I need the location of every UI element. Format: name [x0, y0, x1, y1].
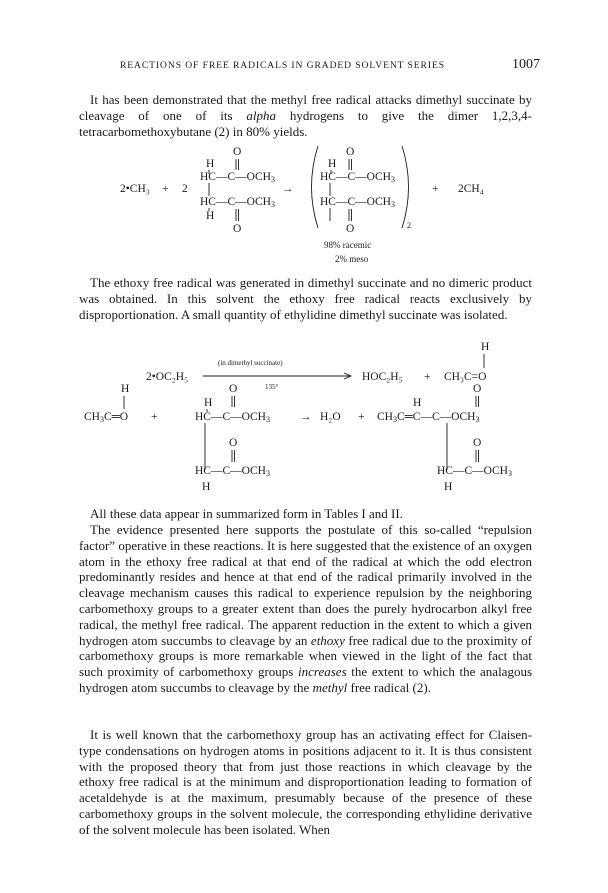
plus-sign: + — [151, 411, 158, 423]
svg-text:HC—C—OCH3: HC—C—OCH3 — [200, 196, 275, 209]
paragraph-methyl-radical: It has been demonstrated that the methyl free radical attacks dimethyl succinate by cleavage of one of its alpha hydrogens to give the dimer 1,2,3,4-tetracarbomethoxybutane (2) in 80% yields. — [79, 92, 532, 139]
water-product: H₂O — [320, 411, 341, 423]
svg-text:H: H — [444, 481, 453, 493]
svg-text:H: H — [206, 210, 215, 222]
svg-text:HC—C—OCH3: HC—C—OCH3 — [200, 171, 275, 184]
svg-text:H: H — [328, 158, 337, 170]
svg-text:O: O — [346, 223, 355, 235]
reaction-arrow: → — [300, 411, 312, 423]
plus-sign: + — [432, 183, 439, 195]
svg-text:HC—C—OCH3: HC—C—OCH3 — [320, 171, 395, 184]
paragraph-claisen-activation: It is well known that the carbomethoxy group has an activating effect for Claisen-type condensations on hydrogen atoms in positions adjacent to it. It is thus consistent with the proposed theory that from just those reactions in which cleavage by the ethoxy free radical is at the minimum and disproportionation leading to formation of acetaldehyde is at the maximum, presumably because of the presence of these carbomethoxy groups in the solvent molecule, the corresponding ethylidine derivative of the solvent molecule has been isolated. When — [79, 727, 532, 837]
svg-text:O: O — [233, 146, 242, 158]
scheme-methyl-dimerization — [120, 146, 484, 264]
svg-text:HC—C—OCH3: HC—C—OCH3 — [195, 411, 270, 424]
svg-text:H: H — [121, 383, 130, 395]
svg-text:HC—C—OCH3: HC—C—OCH3 — [437, 465, 512, 478]
plus-sign: + — [424, 371, 431, 383]
racemic-note: 98% racemic — [324, 240, 372, 250]
svg-text:CH3C═O: CH3C═O — [84, 411, 129, 424]
svg-text:H: H — [206, 158, 215, 170]
svg-text:H: H — [413, 397, 422, 409]
ethoxy-radical-term: 2•OC₂H₅ — [146, 371, 189, 383]
ethanol-product: HOC₂H₅ — [362, 371, 403, 383]
running-title: REACTIONS OF FREE RADICALS IN GRADED SOLVENT SERIES — [120, 60, 445, 71]
dimer-subscript: 2 — [407, 221, 411, 230]
condition-temperature: 135° — [265, 383, 279, 391]
svg-text:O: O — [473, 437, 482, 449]
paragraph-tables-reference: All these data appear in summarized form in Tables I and II. — [90, 506, 403, 521]
svg-text:HC—C—OCH3: HC—C—OCH3 — [195, 465, 270, 478]
acetaldehyde-product: CH₃C=O — [444, 371, 487, 383]
coefficient: 2 — [182, 183, 188, 195]
scheme-ethoxy-disproportionation — [84, 341, 512, 493]
svg-text:H: H — [204, 397, 213, 409]
svg-text:H: H — [481, 341, 490, 353]
reaction-arrow: → — [282, 183, 294, 195]
plus-sign: + — [162, 183, 169, 195]
meso-note: 2% meso — [335, 254, 369, 264]
svg-text:H: H — [202, 481, 211, 493]
methyl-radical-term: 2•CH₃ — [120, 183, 150, 195]
condition-solvent: (in dimethyl succinate) — [218, 359, 283, 367]
paragraph-repulsion-factor: The evidence presented here supports the postulate of this so-called “repulsion factor” operative in these reactions. It is here suggested that the existence of an oxygen atom in the ethoxy free radical at that end of the radical at which the odd electron predominantly resides and hence at that end of the radical primarily involved in the cleavage mechanism causes this radical to experience repulsion by the neighboring carbomethoxy groups to a greater extent than does the purely hydrocarbon alkyl free radical, the methyl free radical. The apparent reduction in the extent to which a given hydrogen atom succumbs to cleavage by an ethoxy free radical due to the proximity of carbomethoxy groups is more remarkable when viewed in the light of the fact that such proximity of carbomethoxy groups increases the extent to which the analagous hydrogen atom succumbs to cleavage by the methyl free radical (2). — [79, 522, 533, 695]
paragraph-ethoxy-radical: The ethoxy free radical was generated in dimethyl succinate and no dimeric product was obtained. In this solvent the ethoxy free radical reacts exclusively by disproportionation. A small quantity of ethylidine dimethyl succinate was isolated. — [79, 275, 532, 322]
plus-sign: + — [358, 411, 365, 423]
methane-product: 2CH₄ — [458, 183, 484, 195]
svg-text:HC—C—OCH3: HC—C—OCH3 — [320, 196, 395, 209]
svg-text:O: O — [473, 383, 482, 395]
page-header — [120, 58, 540, 74]
svg-text:O: O — [233, 223, 242, 235]
svg-text:CH3C═C—C—OCH3: CH3C═C—C—OCH3 — [377, 411, 480, 424]
svg-text:O: O — [229, 383, 238, 395]
svg-text:O: O — [229, 437, 238, 449]
page-number: 1007 — [512, 57, 540, 72]
svg-text:O: O — [346, 146, 355, 158]
